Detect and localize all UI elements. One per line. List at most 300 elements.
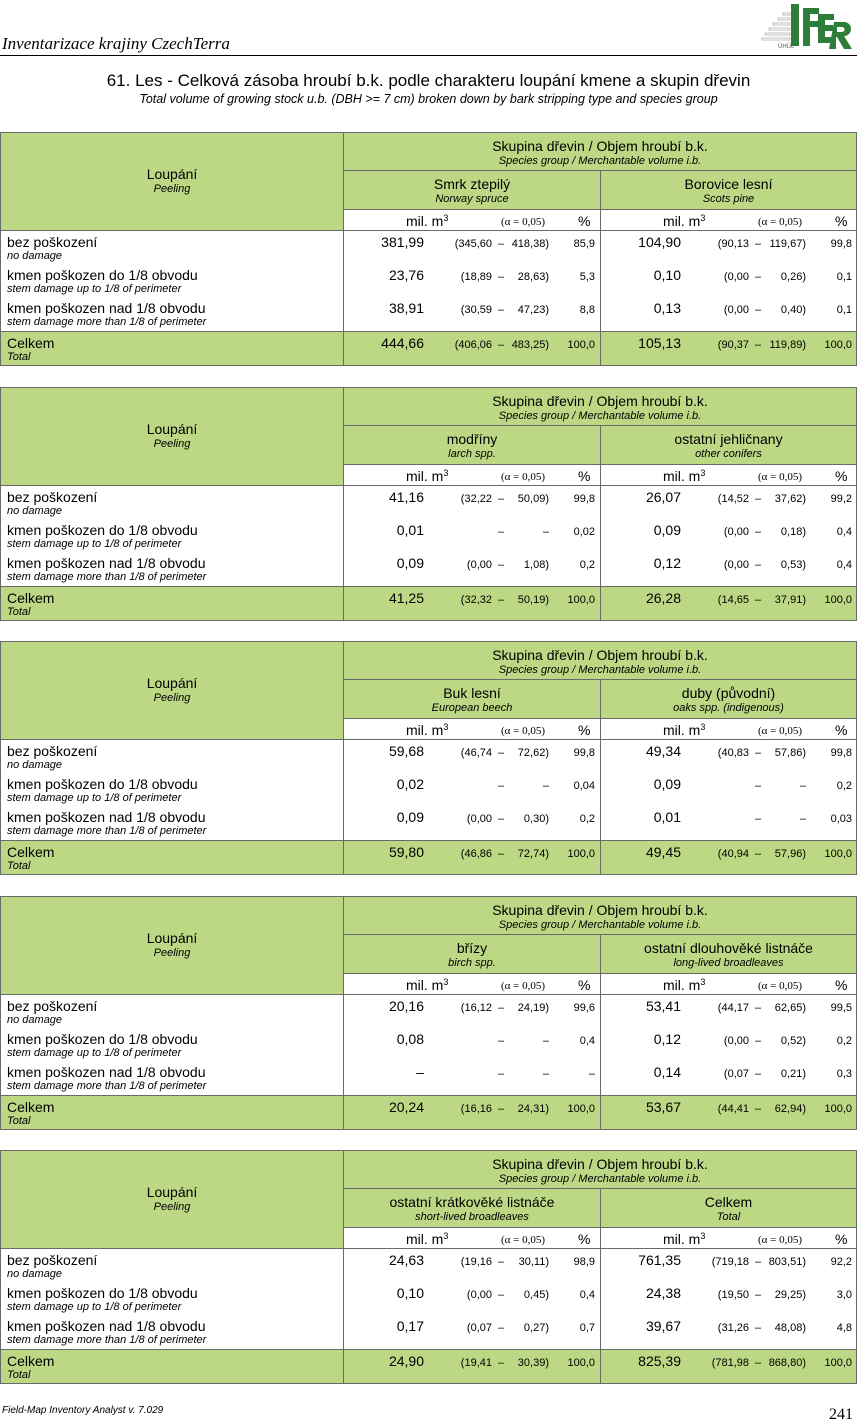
ci-lower: (90,13 xyxy=(717,238,749,250)
percent-label: % xyxy=(578,1231,591,1247)
ci-dash: – xyxy=(497,1068,505,1080)
row-label-en: stem damage more than 1/8 of perimeter xyxy=(7,825,207,837)
percent-value: 0,7 xyxy=(579,1322,595,1334)
volume-value: – xyxy=(416,1064,424,1080)
ci-lower: (16,12 xyxy=(460,1002,492,1014)
percent-value: 0,4 xyxy=(579,1035,595,1047)
species-name: Celkem xyxy=(704,1194,753,1210)
unit-text: mil. m xyxy=(406,468,444,484)
alpha-label: (α = 0,05) xyxy=(758,216,803,228)
species-name-en: short-lived broadleaves xyxy=(415,1211,529,1223)
row-label xyxy=(0,230,344,265)
species-group-label-en: Species group / Merchantable volume i.b. xyxy=(498,919,702,931)
ci-dash: – xyxy=(754,848,762,860)
row-label xyxy=(0,297,344,332)
peeling-label: Loupání xyxy=(146,1184,198,1200)
species-header xyxy=(343,170,601,210)
ci-upper: 803,51) xyxy=(768,1256,806,1268)
ci-dash: – xyxy=(497,238,505,250)
row-label-cz: kmen poškozen do 1/8 obvodu xyxy=(7,522,198,538)
percent-label: % xyxy=(835,722,848,738)
ci-lower: (18,89 xyxy=(460,271,492,283)
ci-upper: 57,86) xyxy=(774,747,806,759)
alpha-label: (α = 0,05) xyxy=(758,980,803,992)
unit-superscript: 3 xyxy=(700,1231,706,1241)
data-cell xyxy=(343,230,601,265)
unit-text: mil. m xyxy=(663,213,701,229)
ci-dash: – xyxy=(497,304,505,316)
ci-upper: 24,31) xyxy=(517,1103,549,1115)
unit-label xyxy=(663,468,705,484)
ci-dash: – xyxy=(754,1322,762,1334)
ci-upper: 0,53) xyxy=(780,559,806,571)
ci-lower: (32,22 xyxy=(460,493,492,505)
species-name-en: Norway spruce xyxy=(435,193,509,205)
unit-header xyxy=(343,209,601,231)
ci-dash: – xyxy=(497,747,505,759)
volume-value: 24,90 xyxy=(388,1353,424,1369)
row-label-en: no damage xyxy=(7,1014,63,1026)
row-label xyxy=(0,806,344,841)
data-cell xyxy=(343,485,601,520)
data-cell xyxy=(600,1248,857,1283)
percent-value: 0,02 xyxy=(573,526,595,538)
species-table xyxy=(0,1150,857,1384)
species-name: břízy xyxy=(456,940,488,956)
volume-value: 0,12 xyxy=(653,555,681,571)
row-label-cz: kmen poškozen do 1/8 obvodu xyxy=(7,1285,198,1301)
row-label-en: stem damage more than 1/8 of perimeter xyxy=(7,316,207,328)
ci-dash: – xyxy=(497,493,505,505)
row-label-en: Total xyxy=(7,1369,31,1381)
unit-label xyxy=(406,1231,448,1247)
row-label xyxy=(0,1282,344,1316)
row-label-en: stem damage more than 1/8 of perimeter xyxy=(7,1080,207,1092)
data-cell xyxy=(600,1061,857,1096)
volume-value: 41,16 xyxy=(388,489,424,505)
species-name: ostatní krátkověké listnáče xyxy=(389,1194,555,1210)
percent-value: 100,0 xyxy=(824,339,852,351)
row-label-cz: kmen poškozen nad 1/8 obvodu xyxy=(7,1064,206,1080)
ci-dash: – xyxy=(754,1068,762,1080)
unit-header xyxy=(600,464,857,486)
peeling-header-cell xyxy=(0,387,344,486)
ci-dash: – xyxy=(754,1035,762,1047)
percent-value: 100,0 xyxy=(824,1357,852,1369)
ci-dash: – xyxy=(497,1357,505,1369)
ci-upper: 62,65) xyxy=(774,1002,806,1014)
data-cell xyxy=(600,552,857,587)
peeling-header-cell xyxy=(0,896,344,995)
volume-value: 24,38 xyxy=(645,1285,681,1301)
unit-label xyxy=(406,468,448,484)
volume-value: 0,14 xyxy=(653,1064,681,1080)
row-label-en: no damage xyxy=(7,759,63,771)
volume-value: 0,10 xyxy=(653,267,681,283)
percent-value: 100,0 xyxy=(824,594,852,606)
row-label-en: stem damage up to 1/8 of perimeter xyxy=(7,283,182,295)
data-cell xyxy=(600,1095,857,1130)
volume-value: 0,08 xyxy=(396,1031,424,1047)
percent-value: 4,8 xyxy=(836,1322,852,1334)
alpha-label: (α = 0,05) xyxy=(501,216,546,228)
ci-upper: 72,62) xyxy=(517,747,549,759)
percent-value: 100,0 xyxy=(567,1357,595,1369)
species-header xyxy=(600,170,857,210)
percent-value: 99,8 xyxy=(830,747,852,759)
ci-upper: – xyxy=(542,1035,549,1047)
alpha-label: (α = 0,05) xyxy=(501,725,546,737)
ci-upper: 483,25) xyxy=(511,339,549,351)
ci-dash: – xyxy=(754,238,762,250)
unit-header xyxy=(600,718,857,740)
data-cell xyxy=(343,519,601,553)
percent-value: 0,1 xyxy=(836,304,852,316)
ci-dash: – xyxy=(754,594,762,606)
ci-upper: 47,23) xyxy=(517,304,549,316)
row-label-cz: Celkem xyxy=(7,590,55,606)
ci-upper: – xyxy=(799,780,806,792)
unit-label xyxy=(663,213,705,229)
data-cell xyxy=(600,1282,857,1316)
data-cell xyxy=(600,1349,857,1384)
ci-dash: – xyxy=(497,1002,505,1014)
ci-dash: – xyxy=(754,271,762,283)
species-table xyxy=(0,387,857,621)
ci-dash: – xyxy=(754,493,762,505)
unit-header xyxy=(343,973,601,995)
species-header xyxy=(600,934,857,974)
ci-lower: (90,37 xyxy=(717,339,749,351)
unit-label xyxy=(406,977,448,993)
ci-lower: (19,41 xyxy=(460,1357,492,1369)
percent-value: 100,0 xyxy=(824,1103,852,1115)
percent-value: 0,4 xyxy=(836,526,852,538)
data-cell xyxy=(343,264,601,298)
volume-value: 761,35 xyxy=(638,1252,681,1268)
ci-upper: 37,62) xyxy=(774,493,806,505)
data-cell xyxy=(343,1095,601,1130)
volume-value: 26,07 xyxy=(645,489,681,505)
ci-lower: (0,00 xyxy=(723,559,749,571)
ci-upper: 1,08) xyxy=(523,559,549,571)
percent-value: 0,4 xyxy=(836,559,852,571)
unit-label xyxy=(663,1231,705,1247)
percent-value: 100,0 xyxy=(567,594,595,606)
alpha-label: (α = 0,05) xyxy=(501,1234,546,1246)
species-name-en: European beech xyxy=(431,702,513,714)
ci-dash: – xyxy=(497,271,505,283)
ci-lower: (32,32 xyxy=(460,594,492,606)
data-cell xyxy=(343,806,601,841)
ci-upper: 24,19) xyxy=(517,1002,549,1014)
volume-value: 444,66 xyxy=(381,335,424,351)
ci-upper: – xyxy=(799,813,806,825)
ci-dash: – xyxy=(497,339,505,351)
ifer-logo xyxy=(760,0,856,54)
data-cell xyxy=(343,739,601,774)
row-label-cz: Celkem xyxy=(7,1353,55,1369)
data-cell xyxy=(600,264,857,298)
species-table xyxy=(0,132,857,366)
ci-dash: – xyxy=(754,813,762,825)
volume-value: 24,63 xyxy=(388,1252,424,1268)
volume-value: 59,80 xyxy=(388,844,424,860)
data-cell xyxy=(343,1282,601,1316)
percent-value: 0,2 xyxy=(836,780,852,792)
row-label-en: Total xyxy=(7,606,31,618)
peeling-label-en: Peeling xyxy=(153,692,191,704)
species-group-label: Skupina dřevin / Objem hroubí b.k. xyxy=(492,138,708,154)
data-cell xyxy=(600,331,857,366)
species-group-label-en: Species group / Merchantable volume i.b. xyxy=(498,410,702,422)
row-label xyxy=(0,264,344,298)
ci-dash: – xyxy=(754,1256,762,1268)
unit-header xyxy=(600,1227,857,1249)
row-label xyxy=(0,773,344,807)
species-name-en: other conifers xyxy=(695,448,762,460)
unit-superscript: 3 xyxy=(443,722,449,732)
header-rule xyxy=(0,55,857,56)
data-cell xyxy=(600,840,857,875)
ci-lower: (46,74 xyxy=(460,747,492,759)
row-label-cz: kmen poškozen nad 1/8 obvodu xyxy=(7,809,206,825)
unit-text: mil. m xyxy=(663,977,701,993)
percent-value: 3,0 xyxy=(836,1289,852,1301)
row-label-cz: kmen poškozen nad 1/8 obvodu xyxy=(7,1318,206,1334)
species-table xyxy=(0,896,857,1130)
unit-label xyxy=(406,722,448,738)
ci-dash: – xyxy=(754,1002,762,1014)
percent-value: 5,3 xyxy=(579,271,595,283)
ci-upper: 868,80) xyxy=(768,1357,806,1369)
ci-lower: (44,41 xyxy=(717,1103,749,1115)
data-cell xyxy=(600,739,857,774)
peeling-header-cell xyxy=(0,641,344,740)
ci-lower: (0,07 xyxy=(466,1322,492,1334)
volume-value: 59,68 xyxy=(388,743,424,759)
ci-dash: – xyxy=(497,813,505,825)
data-cell xyxy=(600,773,857,807)
volume-value: 38,91 xyxy=(388,300,424,316)
volume-value: 49,34 xyxy=(645,743,681,759)
ci-lower: (19,16 xyxy=(460,1256,492,1268)
percent-value: 98,9 xyxy=(573,1256,595,1268)
percent-value: 100,0 xyxy=(824,848,852,860)
row-label-cz: Celkem xyxy=(7,844,55,860)
data-cell xyxy=(600,485,857,520)
ci-dash: – xyxy=(497,559,505,571)
ci-upper: 0,26) xyxy=(780,271,806,283)
row-label xyxy=(0,1061,344,1096)
unit-header xyxy=(600,973,857,995)
unit-superscript: 3 xyxy=(700,977,706,987)
species-group-header xyxy=(343,387,857,426)
volume-value: 26,28 xyxy=(645,590,681,606)
alpha-label: (α = 0,05) xyxy=(501,980,546,992)
data-cell xyxy=(343,297,601,332)
row-label-en: Total xyxy=(7,860,31,872)
ci-lower: (0,00 xyxy=(466,559,492,571)
percent-label: % xyxy=(835,468,848,484)
total-row-label xyxy=(0,1095,344,1130)
volume-value: 0,09 xyxy=(396,555,424,571)
ci-lower: (0,00 xyxy=(466,813,492,825)
volume-value: 825,39 xyxy=(638,1353,681,1369)
data-cell xyxy=(600,297,857,332)
ci-lower: (40,83 xyxy=(717,747,749,759)
volume-value: 0,02 xyxy=(396,776,424,792)
page-number: 241 xyxy=(829,1406,853,1423)
unit-label xyxy=(663,722,705,738)
ci-lower: (0,00 xyxy=(723,1035,749,1047)
alpha-label: (α = 0,05) xyxy=(758,1234,803,1246)
species-header xyxy=(600,679,857,719)
volume-value: 381,99 xyxy=(381,234,424,250)
ci-upper: 418,38) xyxy=(511,238,549,250)
ci-lower: (719,18 xyxy=(711,1256,749,1268)
peeling-label-en: Peeling xyxy=(153,1201,191,1213)
row-label-cz: bez poškození xyxy=(7,998,98,1014)
ci-upper: – xyxy=(542,1068,549,1080)
ci-upper: 0,52) xyxy=(780,1035,806,1047)
row-label xyxy=(0,1315,344,1350)
unit-label xyxy=(406,213,448,229)
unit-text: mil. m xyxy=(663,722,701,738)
ci-upper: 28,63) xyxy=(517,271,549,283)
data-cell xyxy=(343,1349,601,1384)
species-group-label: Skupina dřevin / Objem hroubí b.k. xyxy=(492,1156,708,1172)
ci-upper: – xyxy=(542,780,549,792)
data-cell xyxy=(343,586,601,621)
peeling-label-en: Peeling xyxy=(153,947,191,959)
species-group-label-en: Species group / Merchantable volume i.b. xyxy=(498,664,702,676)
data-cell xyxy=(343,1061,601,1096)
ci-upper: 0,21) xyxy=(780,1068,806,1080)
percent-label: % xyxy=(578,468,591,484)
peeling-label: Loupání xyxy=(146,421,198,437)
ci-upper: 30,39) xyxy=(517,1357,549,1369)
species-name-en: larch spp. xyxy=(448,448,496,460)
ci-lower: (781,98 xyxy=(711,1357,749,1369)
ci-upper: 50,19) xyxy=(517,594,549,606)
data-cell xyxy=(600,1315,857,1350)
ci-upper: 50,09) xyxy=(517,493,549,505)
species-header xyxy=(600,1188,857,1228)
percent-label: % xyxy=(578,977,591,993)
unit-superscript: 3 xyxy=(443,977,449,987)
total-row-label xyxy=(0,586,344,621)
volume-value: 0,09 xyxy=(396,809,424,825)
peeling-label-en: Peeling xyxy=(153,438,191,450)
row-label-cz: bez poškození xyxy=(7,234,98,250)
data-cell xyxy=(343,552,601,587)
ci-lower: (14,52 xyxy=(717,493,749,505)
total-row-label xyxy=(0,840,344,875)
percent-value: – xyxy=(588,1068,595,1080)
species-group-label: Skupina dřevin / Objem hroubí b.k. xyxy=(492,647,708,663)
row-label-cz: bez poškození xyxy=(7,489,98,505)
percent-value: 0,4 xyxy=(579,1289,595,1301)
percent-value: 92,2 xyxy=(830,1256,852,1268)
ci-upper: 29,25) xyxy=(774,1289,806,1301)
ci-dash: – xyxy=(497,526,505,538)
volume-value: 104,90 xyxy=(638,234,681,250)
data-cell xyxy=(600,994,857,1029)
species-name: duby (původní) xyxy=(681,685,776,701)
ci-upper: 57,96) xyxy=(774,848,806,860)
volume-value: 0,09 xyxy=(653,776,681,792)
ci-dash: – xyxy=(754,747,762,759)
ci-dash: – xyxy=(754,559,762,571)
ci-lower: (345,60 xyxy=(454,238,492,250)
row-label-en: stem damage up to 1/8 of perimeter xyxy=(7,538,182,550)
ci-upper: 0,40) xyxy=(780,304,806,316)
volume-value: 49,45 xyxy=(645,844,681,860)
percent-value: 0,03 xyxy=(830,813,852,825)
ci-lower: (31,26 xyxy=(717,1322,749,1334)
unit-superscript: 3 xyxy=(443,213,449,223)
species-name-en: oaks spp. (indigenous) xyxy=(673,702,784,714)
species-group-label-en: Species group / Merchantable volume i.b. xyxy=(498,155,702,167)
row-label-en: stem damage more than 1/8 of perimeter xyxy=(7,1334,207,1346)
volume-value: 0,10 xyxy=(396,1285,424,1301)
data-cell xyxy=(343,331,601,366)
peeling-header-cell xyxy=(0,132,344,231)
ci-lower: (0,00 xyxy=(723,271,749,283)
species-group-label: Skupina dřevin / Objem hroubí b.k. xyxy=(492,902,708,918)
species-header xyxy=(600,425,857,465)
species-group-label: Skupina dřevin / Objem hroubí b.k. xyxy=(492,393,708,409)
percent-label: % xyxy=(835,1231,848,1247)
ci-upper: 119,67) xyxy=(769,238,806,250)
volume-value: 53,67 xyxy=(645,1099,681,1115)
ci-upper: 72,74) xyxy=(517,848,549,860)
species-group-header xyxy=(343,896,857,935)
ci-upper: 30,11) xyxy=(518,1256,549,1268)
unit-text: mil. m xyxy=(406,213,444,229)
volume-value: 53,41 xyxy=(645,998,681,1014)
data-cell xyxy=(600,806,857,841)
species-name: Smrk ztepilý xyxy=(433,176,511,192)
percent-value: 100,0 xyxy=(567,848,595,860)
unit-superscript: 3 xyxy=(700,213,706,223)
row-label-en: no damage xyxy=(7,250,63,262)
row-label-cz: bez poškození xyxy=(7,1252,98,1268)
volume-value: 20,16 xyxy=(388,998,424,1014)
data-cell xyxy=(600,586,857,621)
row-label-cz: kmen poškozen nad 1/8 obvodu xyxy=(7,300,206,316)
percent-value: 99,8 xyxy=(573,747,595,759)
ci-dash: – xyxy=(497,780,505,792)
ci-dash: – xyxy=(754,339,762,351)
row-label xyxy=(0,552,344,587)
ci-lower: (16,16 xyxy=(460,1103,492,1115)
volume-value: 0,01 xyxy=(396,522,424,538)
ci-upper: – xyxy=(542,526,549,538)
data-cell xyxy=(343,1315,601,1350)
data-cell xyxy=(343,1028,601,1062)
row-label-cz: kmen poškozen nad 1/8 obvodu xyxy=(7,555,206,571)
species-header xyxy=(343,425,601,465)
ci-lower: (44,17 xyxy=(717,1002,749,1014)
row-label-en: stem damage more than 1/8 of perimeter xyxy=(7,571,207,583)
ci-dash: – xyxy=(754,1357,762,1369)
species-name: Borovice lesní xyxy=(684,176,773,192)
unit-superscript: 3 xyxy=(700,468,706,478)
ci-dash: – xyxy=(754,304,762,316)
peeling-label-en: Peeling xyxy=(153,183,191,195)
